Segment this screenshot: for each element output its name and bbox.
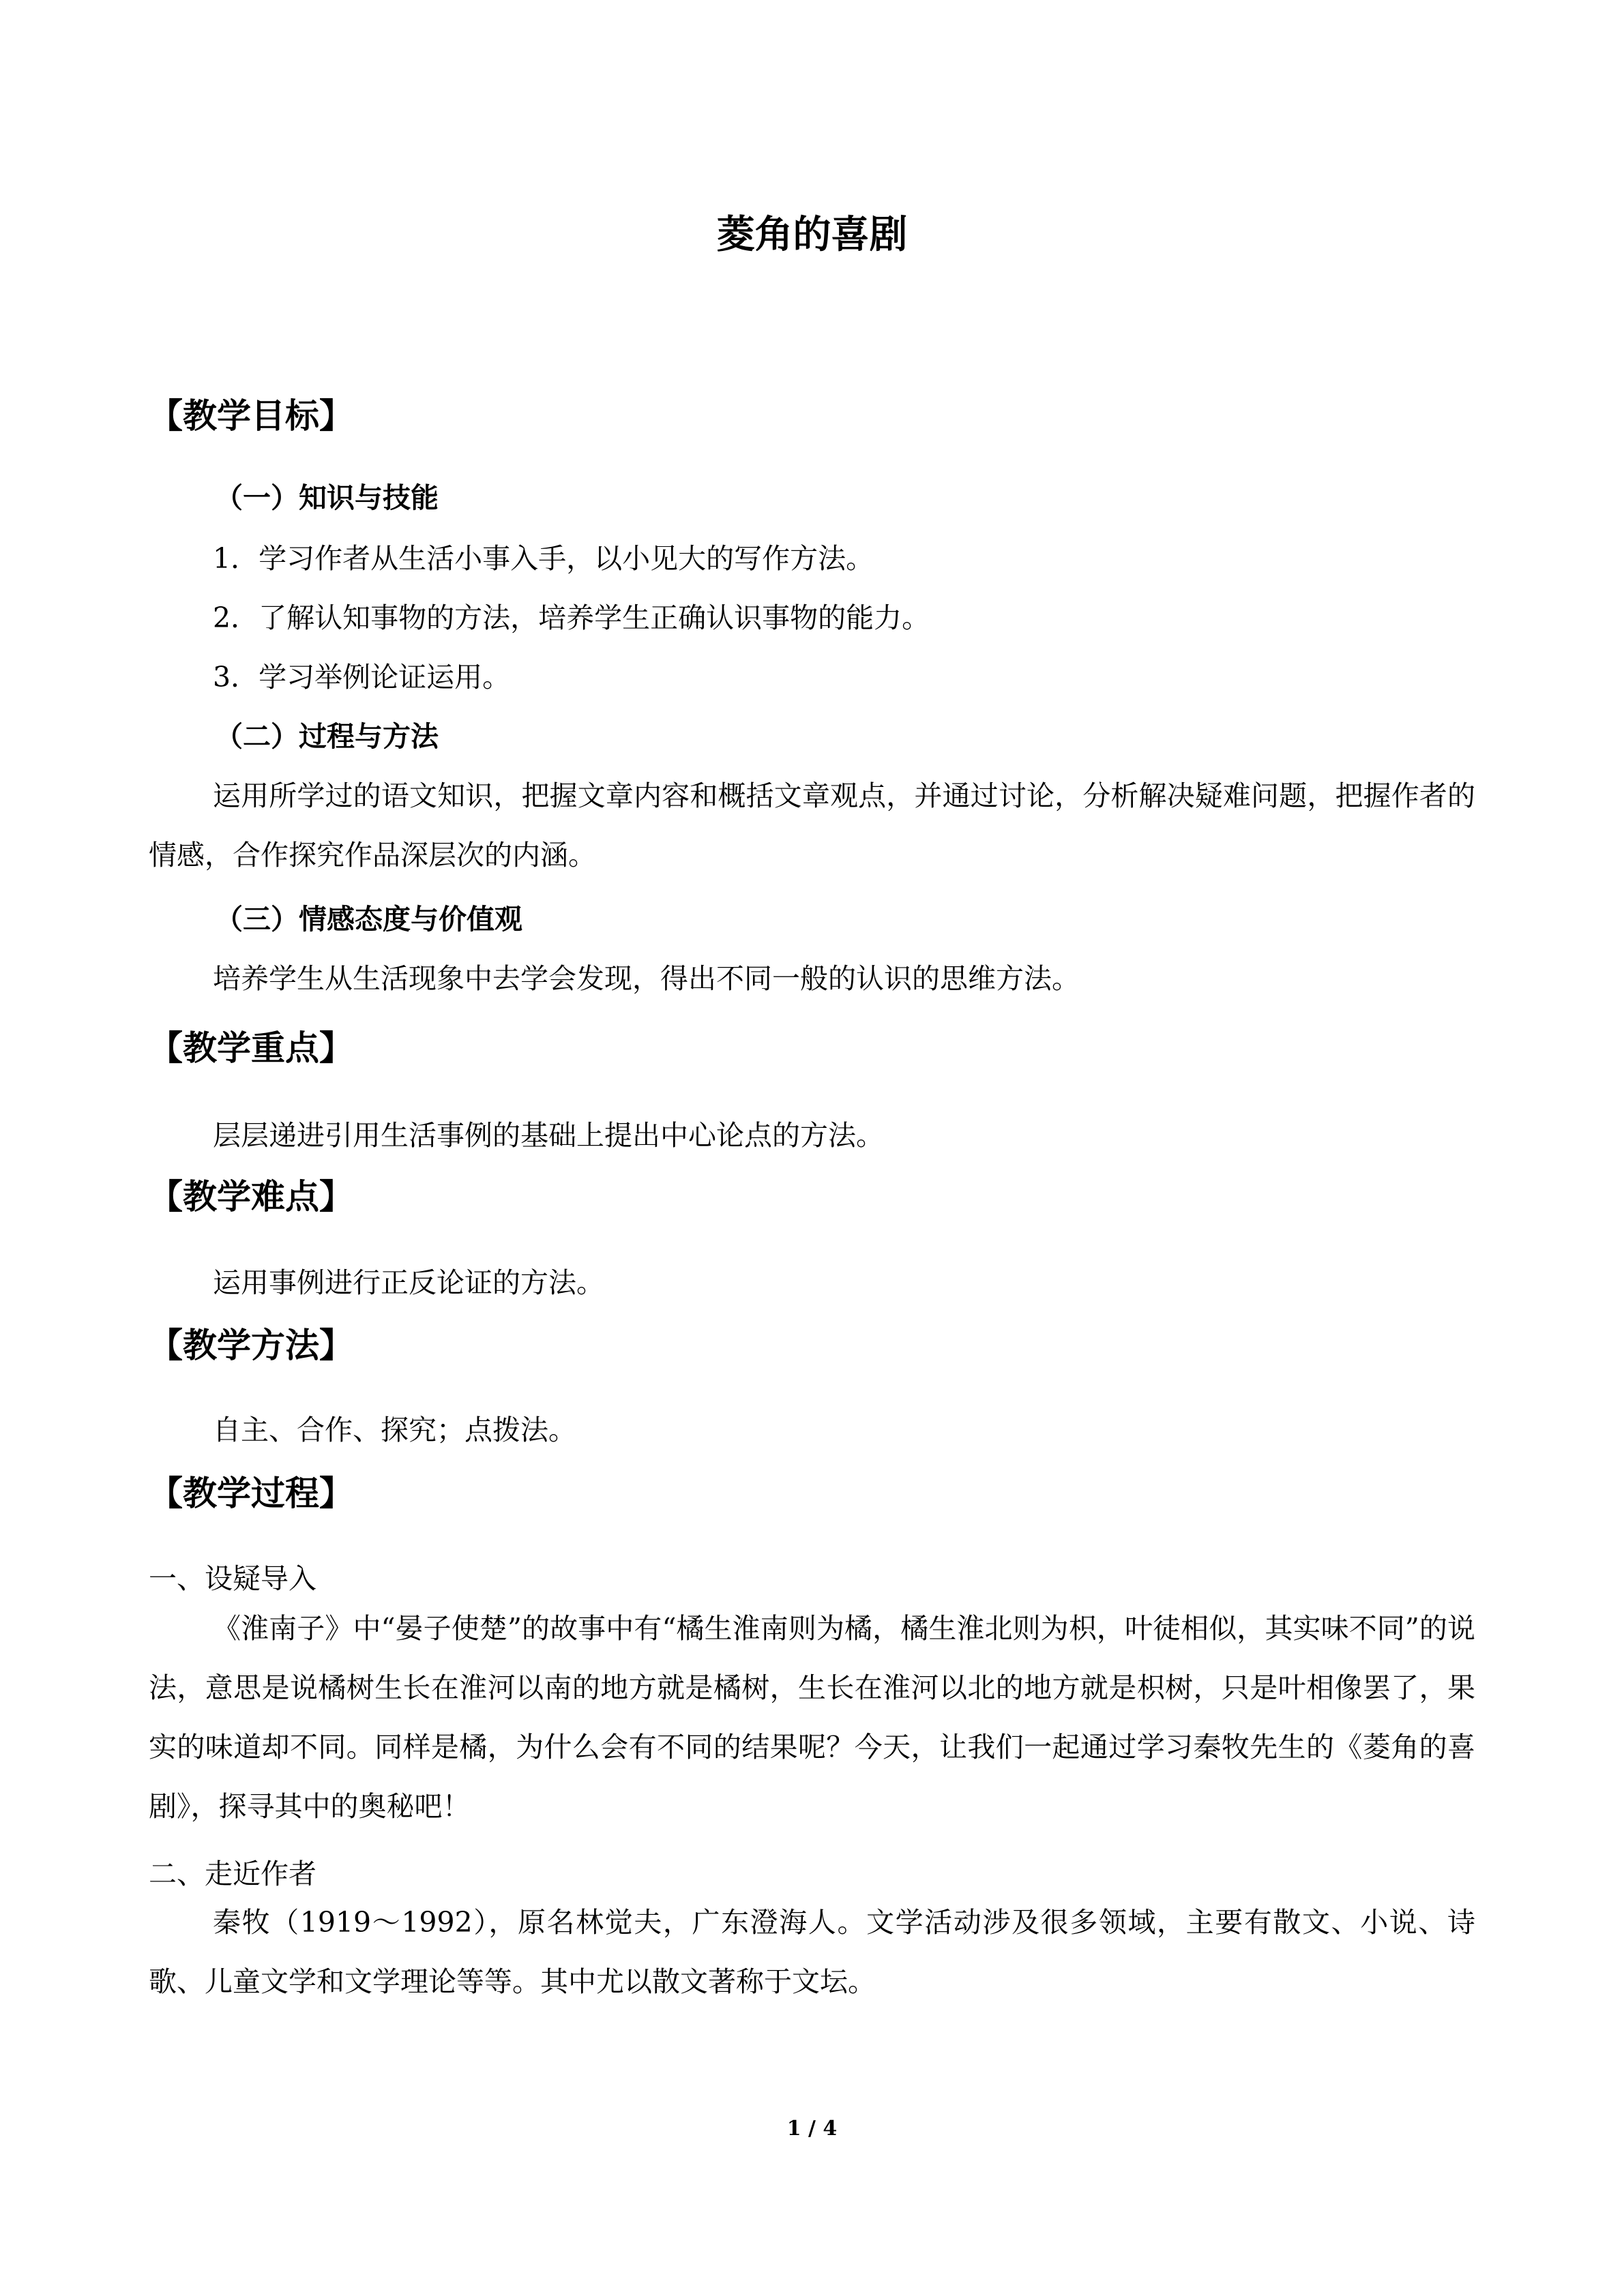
paragraph-key-points: 层层递进引用生活事例的基础上提出中心论点的方法。 [213,1119,884,1152]
objective-item: 1．学习作者从生活小事入手，以小见大的写作方法。 [213,542,874,575]
step-heading-author: 二、走近作者 [149,1858,316,1890]
subheading-knowledge: （一）知识与技能 [215,481,439,514]
section-heading-process: 【教学过程】 [149,1474,353,1513]
step-heading-introduction: 一、设疑导入 [149,1562,316,1595]
subheading-emotion: （三）情感态度与价值观 [215,903,522,936]
page-number: 1 / 4 [786,2117,838,2141]
objective-item: 3．学习举例论证运用。 [213,661,511,694]
page-title: 菱角的喜剧 [716,213,908,257]
section-heading-methods: 【教学方法】 [149,1326,353,1365]
paragraph-author: 秦牧（1919～1992），原名林觉夫，广东澄海人。文学活动涉及很多领域，主要有散文、小说、诗歌、儿童文学和文学理论等等。其中尤以散文著称于文坛。 [149,1906,1475,1998]
paragraph-process: 运用所学过的语文知识，把握文章内容和概括文章观点，并通过讨论，分析解决疑难问题，把握作者的情感，合作探究作品深层次的内涵。 [149,779,1475,871]
paragraph-emotion: 培养学生从生活现象中去学会发现，得出不同一般的认识的思维方法。 [213,962,1080,995]
section-heading-difficulties: 【教学难点】 [149,1177,353,1217]
paragraph-methods: 自主、合作、探究；点拨法。 [213,1414,576,1446]
paragraph-introduction: 《淮南子》中“晏子使楚”的故事中有“橘生淮南则为橘，橘生淮北则为枳，叶徒相似，其实味不同”的说法，意思是说橘树生长在淮河以南的地方就是橘树，生长在淮河以北的地方就是枳树，只是叶相像罢了，果实的味道却不同。同样是橘，为什么会有不同的结果呢？今天，让我们一起通过学习秦牧先生的《菱角的喜剧》，探寻其中的奥秘吧！ [149,1612,1475,1823]
subheading-process: （二）过程与方法 [215,720,439,753]
section-heading-key-points: 【教学重点】 [149,1028,353,1068]
section-heading-objectives: 【教学目标】 [149,396,353,436]
paragraph-difficulties: 运用事例进行正反论证的方法。 [213,1266,604,1299]
objective-item: 2．了解认知事物的方法，培养学生正确认识事物的能力。 [213,601,930,634]
